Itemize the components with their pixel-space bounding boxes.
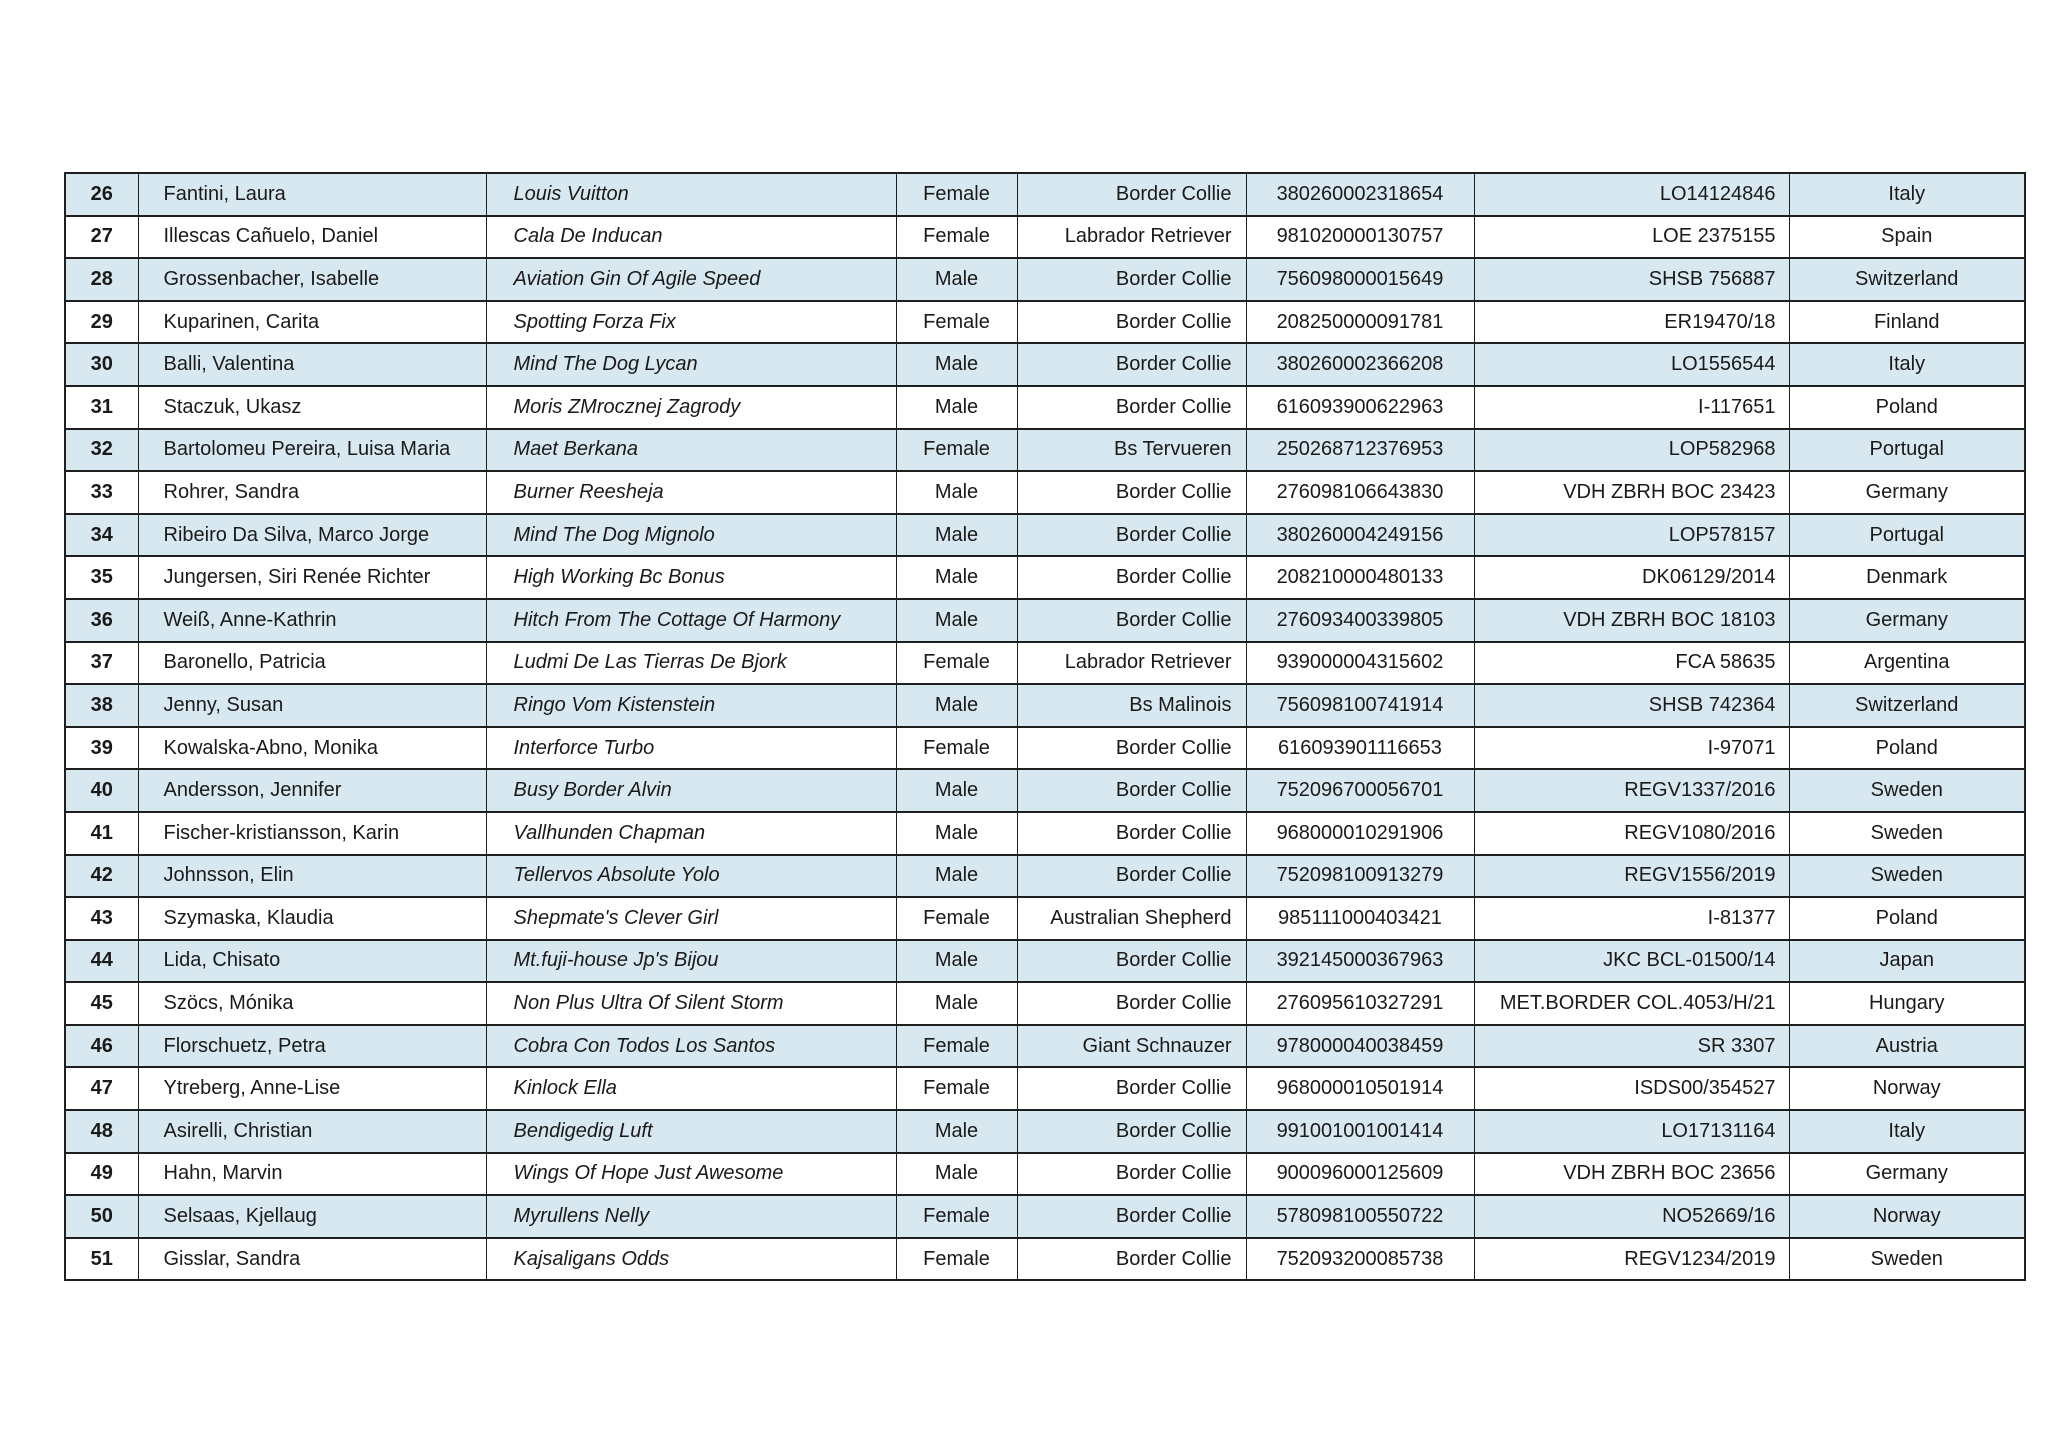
entry-number-cell: 51 (65, 1238, 138, 1281)
table-row (65, 556, 2025, 599)
country-cell: Italy (1789, 173, 2025, 216)
entry-number-cell: 38 (65, 684, 138, 727)
dog-name-cell: Burner Reesheja (486, 471, 896, 514)
sex-cell: Female (896, 727, 1017, 770)
handler-name-cell: Fantini, Laura (138, 173, 486, 216)
sex-cell: Male (896, 684, 1017, 727)
handler-name-cell: Andersson, Jennifer (138, 769, 486, 812)
country-cell: Germany (1789, 1153, 2025, 1196)
table-row (65, 1067, 2025, 1110)
country-cell: Germany (1789, 599, 2025, 642)
breed-cell: Border Collie (1017, 855, 1246, 898)
entry-number-cell: 35 (65, 556, 138, 599)
table-row (65, 343, 2025, 386)
country-cell: Norway (1789, 1067, 2025, 1110)
chip-number-cell: 276098106643830 (1246, 471, 1474, 514)
handler-name-cell: Johnsson, Elin (138, 855, 486, 898)
table-row (65, 386, 2025, 429)
entry-number-cell: 29 (65, 301, 138, 344)
handler-name-cell: Staczuk, Ukasz (138, 386, 486, 429)
dog-name-cell: Mind The Dog Lycan (486, 343, 896, 386)
entry-number-cell: 34 (65, 514, 138, 557)
table-row (65, 301, 2025, 344)
breed-cell: Border Collie (1017, 471, 1246, 514)
chip-number-cell: 616093901116653 (1246, 727, 1474, 770)
sex-cell: Female (896, 1195, 1017, 1238)
breed-cell: Border Collie (1017, 1067, 1246, 1110)
chip-number-cell: 968000010291906 (1246, 812, 1474, 855)
breed-cell: Bs Tervueren (1017, 429, 1246, 472)
chip-number-cell: 616093900622963 (1246, 386, 1474, 429)
breed-cell: Bs Malinois (1017, 684, 1246, 727)
entry-number-cell: 27 (65, 216, 138, 259)
handler-name-cell: Kowalska-Abno, Monika (138, 727, 486, 770)
dog-name-cell: Moris ZMrocznej Zagrody (486, 386, 896, 429)
breed-cell: Border Collie (1017, 812, 1246, 855)
table-row (65, 1195, 2025, 1238)
entry-number-cell: 39 (65, 727, 138, 770)
registration-number-cell: SR 3307 (1474, 1025, 1789, 1068)
breed-cell: Border Collie (1017, 1110, 1246, 1153)
breed-cell: Border Collie (1017, 343, 1246, 386)
breed-cell: Border Collie (1017, 386, 1246, 429)
handler-name-cell: Szöcs, Mónika (138, 982, 486, 1025)
country-cell: Portugal (1789, 514, 2025, 557)
sex-cell: Male (896, 1110, 1017, 1153)
chip-number-cell: 380260002366208 (1246, 343, 1474, 386)
country-cell: Italy (1789, 343, 2025, 386)
breed-cell: Border Collie (1017, 727, 1246, 770)
chip-number-cell: 981020000130757 (1246, 216, 1474, 259)
sex-cell: Female (896, 1025, 1017, 1068)
country-cell: Poland (1789, 386, 2025, 429)
chip-number-cell: 752096700056701 (1246, 769, 1474, 812)
registration-number-cell: I-97071 (1474, 727, 1789, 770)
chip-number-cell: 392145000367963 (1246, 940, 1474, 983)
table-row (65, 258, 2025, 301)
registration-number-cell: LOP578157 (1474, 514, 1789, 557)
table-row (65, 727, 2025, 770)
sex-cell: Female (896, 429, 1017, 472)
handler-name-cell: Florschuetz, Petra (138, 1025, 486, 1068)
dog-name-cell: Aviation Gin Of Agile Speed (486, 258, 896, 301)
chip-number-cell: 978000040038459 (1246, 1025, 1474, 1068)
entry-number-cell: 45 (65, 982, 138, 1025)
entry-number-cell: 48 (65, 1110, 138, 1153)
entry-number-cell: 31 (65, 386, 138, 429)
handler-name-cell: Jungersen, Siri Renée Richter (138, 556, 486, 599)
country-cell: Sweden (1789, 769, 2025, 812)
country-cell: Hungary (1789, 982, 2025, 1025)
table-row (65, 1025, 2025, 1068)
sex-cell: Male (896, 982, 1017, 1025)
handler-name-cell: Selsaas, Kjellaug (138, 1195, 486, 1238)
handler-name-cell: Kuparinen, Carita (138, 301, 486, 344)
dog-name-cell: Interforce Turbo (486, 727, 896, 770)
entry-number-cell: 32 (65, 429, 138, 472)
chip-number-cell: 276093400339805 (1246, 599, 1474, 642)
sex-cell: Male (896, 258, 1017, 301)
country-cell: Denmark (1789, 556, 2025, 599)
table-row (65, 855, 2025, 898)
dog-name-cell: Cobra Con Todos Los Santos (486, 1025, 896, 1068)
table-row (65, 173, 2025, 216)
registration-number-cell: DK06129/2014 (1474, 556, 1789, 599)
handler-name-cell: Illescas Cañuelo, Daniel (138, 216, 486, 259)
registration-number-cell: MET.BORDER COL.4053/H/21 (1474, 982, 1789, 1025)
registration-number-cell: I-81377 (1474, 897, 1789, 940)
dog-name-cell: Kajsaligans Odds (486, 1238, 896, 1281)
chip-number-cell: 968000010501914 (1246, 1067, 1474, 1110)
registration-number-cell: ISDS00/354527 (1474, 1067, 1789, 1110)
registration-number-cell: LOE 2375155 (1474, 216, 1789, 259)
registration-number-cell: SHSB 756887 (1474, 258, 1789, 301)
table-row (65, 514, 2025, 557)
sex-cell: Male (896, 556, 1017, 599)
breed-cell: Border Collie (1017, 940, 1246, 983)
dog-name-cell: Louis Vuitton (486, 173, 896, 216)
dog-name-cell: Bendigedig Luft (486, 1110, 896, 1153)
entry-number-cell: 37 (65, 642, 138, 685)
chip-number-cell: 276095610327291 (1246, 982, 1474, 1025)
breed-cell: Border Collie (1017, 514, 1246, 557)
handler-name-cell: Grossenbacher, Isabelle (138, 258, 486, 301)
breed-cell: Border Collie (1017, 769, 1246, 812)
entry-number-cell: 44 (65, 940, 138, 983)
sex-cell: Male (896, 1153, 1017, 1196)
breed-cell: Border Collie (1017, 556, 1246, 599)
breed-cell: Border Collie (1017, 599, 1246, 642)
dog-name-cell: Busy Border Alvin (486, 769, 896, 812)
chip-number-cell: 208250000091781 (1246, 301, 1474, 344)
breed-cell: Border Collie (1017, 1238, 1246, 1281)
breed-cell: Border Collie (1017, 301, 1246, 344)
dog-name-cell: Mind The Dog Mignolo (486, 514, 896, 557)
breed-cell: Border Collie (1017, 1195, 1246, 1238)
registration-number-cell: VDH ZBRH BOC 23423 (1474, 471, 1789, 514)
entry-number-cell: 50 (65, 1195, 138, 1238)
registration-number-cell: REGV1234/2019 (1474, 1238, 1789, 1281)
dog-name-cell: Ludmi De Las Tierras De Bjork (486, 642, 896, 685)
entry-number-cell: 33 (65, 471, 138, 514)
table-row (65, 1153, 2025, 1196)
registration-number-cell: REGV1556/2019 (1474, 855, 1789, 898)
handler-name-cell: Bartolomeu Pereira, Luisa Maria (138, 429, 486, 472)
table-row (65, 684, 2025, 727)
country-cell: Sweden (1789, 855, 2025, 898)
sex-cell: Female (896, 642, 1017, 685)
chip-number-cell: 380260004249156 (1246, 514, 1474, 557)
handler-name-cell: Szymaska, Klaudia (138, 897, 486, 940)
dog-name-cell: Cala De Inducan (486, 216, 896, 259)
chip-number-cell: 380260002318654 (1246, 173, 1474, 216)
registration-number-cell: ER19470/18 (1474, 301, 1789, 344)
country-cell: Sweden (1789, 812, 2025, 855)
sex-cell: Male (896, 386, 1017, 429)
entry-number-cell: 28 (65, 258, 138, 301)
sex-cell: Male (896, 343, 1017, 386)
sex-cell: Male (896, 812, 1017, 855)
handler-name-cell: Rohrer, Sandra (138, 471, 486, 514)
dog-name-cell: Kinlock Ella (486, 1067, 896, 1110)
table-row (65, 897, 2025, 940)
sex-cell: Female (896, 1067, 1017, 1110)
entry-number-cell: 46 (65, 1025, 138, 1068)
sex-cell: Male (896, 769, 1017, 812)
chip-number-cell: 991001001001414 (1246, 1110, 1474, 1153)
breed-cell: Border Collie (1017, 258, 1246, 301)
handler-name-cell: Asirelli, Christian (138, 1110, 486, 1153)
entry-table-body (65, 173, 2025, 1280)
dog-name-cell: Non Plus Ultra Of Silent Storm (486, 982, 896, 1025)
country-cell: Portugal (1789, 429, 2025, 472)
entry-number-cell: 26 (65, 173, 138, 216)
handler-name-cell: Jenny, Susan (138, 684, 486, 727)
breed-cell: Labrador Retriever (1017, 216, 1246, 259)
registration-number-cell: REGV1337/2016 (1474, 769, 1789, 812)
chip-number-cell: 756098100741914 (1246, 684, 1474, 727)
handler-name-cell: Ribeiro Da Silva, Marco Jorge (138, 514, 486, 557)
handler-name-cell: Hahn, Marvin (138, 1153, 486, 1196)
registration-number-cell: SHSB 742364 (1474, 684, 1789, 727)
country-cell: Switzerland (1789, 684, 2025, 727)
entry-number-cell: 42 (65, 855, 138, 898)
registration-number-cell: NO52669/16 (1474, 1195, 1789, 1238)
dog-name-cell: Shepmate's Clever Girl (486, 897, 896, 940)
sex-cell: Female (896, 301, 1017, 344)
registration-number-cell: LOP582968 (1474, 429, 1789, 472)
breed-cell: Australian Shepherd (1017, 897, 1246, 940)
sex-cell: Male (896, 855, 1017, 898)
dog-name-cell: Tellervos Absolute Yolo (486, 855, 896, 898)
sex-cell: Female (896, 173, 1017, 216)
registration-number-cell: LO14124846 (1474, 173, 1789, 216)
chip-number-cell: 250268712376953 (1246, 429, 1474, 472)
handler-name-cell: Weiß, Anne-Kathrin (138, 599, 486, 642)
registration-number-cell: LO17131164 (1474, 1110, 1789, 1153)
entry-number-cell: 36 (65, 599, 138, 642)
country-cell: Spain (1789, 216, 2025, 259)
entry-number-cell: 47 (65, 1067, 138, 1110)
dog-name-cell: High Working Bc Bonus (486, 556, 896, 599)
dog-name-cell: Spotting Forza Fix (486, 301, 896, 344)
dog-name-cell: Hitch From The Cottage Of Harmony (486, 599, 896, 642)
registration-number-cell: FCA 58635 (1474, 642, 1789, 685)
country-cell: Norway (1789, 1195, 2025, 1238)
table-row (65, 216, 2025, 259)
sex-cell: Female (896, 1238, 1017, 1281)
handler-name-cell: Gisslar, Sandra (138, 1238, 486, 1281)
sex-cell: Female (896, 216, 1017, 259)
table-row (65, 1110, 2025, 1153)
country-cell: Poland (1789, 897, 2025, 940)
chip-number-cell: 752098100913279 (1246, 855, 1474, 898)
country-cell: Austria (1789, 1025, 2025, 1068)
registration-number-cell: VDH ZBRH BOC 23656 (1474, 1153, 1789, 1196)
country-cell: Poland (1789, 727, 2025, 770)
country-cell: Sweden (1789, 1238, 2025, 1281)
sex-cell: Male (896, 471, 1017, 514)
table-row (65, 769, 2025, 812)
dog-name-cell: Vallhunden Chapman (486, 812, 896, 855)
chip-number-cell: 752093200085738 (1246, 1238, 1474, 1281)
table-row (65, 982, 2025, 1025)
registration-number-cell: LO1556544 (1474, 343, 1789, 386)
table-row (65, 940, 2025, 983)
entry-number-cell: 41 (65, 812, 138, 855)
breed-cell: Border Collie (1017, 173, 1246, 216)
country-cell: Argentina (1789, 642, 2025, 685)
breed-cell: Border Collie (1017, 1153, 1246, 1196)
country-cell: Italy (1789, 1110, 2025, 1153)
table-row (65, 642, 2025, 685)
chip-number-cell: 900096000125609 (1246, 1153, 1474, 1196)
chip-number-cell: 208210000480133 (1246, 556, 1474, 599)
handler-name-cell: Ytreberg, Anne-Lise (138, 1067, 486, 1110)
sex-cell: Female (896, 897, 1017, 940)
chip-number-cell: 985111000403421 (1246, 897, 1474, 940)
country-cell: Japan (1789, 940, 2025, 983)
country-cell: Finland (1789, 301, 2025, 344)
dog-name-cell: Myrullens Nelly (486, 1195, 896, 1238)
dog-name-cell: Ringo Vom Kistenstein (486, 684, 896, 727)
table-row (65, 812, 2025, 855)
handler-name-cell: Baronello, Patricia (138, 642, 486, 685)
table-row (65, 599, 2025, 642)
chip-number-cell: 756098000015649 (1246, 258, 1474, 301)
entry-number-cell: 30 (65, 343, 138, 386)
table-row (65, 1238, 2025, 1281)
chip-number-cell: 578098100550722 (1246, 1195, 1474, 1238)
entry-number-cell: 43 (65, 897, 138, 940)
dog-name-cell: Wings Of Hope Just Awesome (486, 1153, 896, 1196)
registration-number-cell: REGV1080/2016 (1474, 812, 1789, 855)
handler-name-cell: Lida, Chisato (138, 940, 486, 983)
registration-number-cell: JKC BCL-01500/14 (1474, 940, 1789, 983)
table-row (65, 471, 2025, 514)
entry-list-table (64, 172, 2026, 1281)
entry-number-cell: 40 (65, 769, 138, 812)
handler-name-cell: Balli, Valentina (138, 343, 486, 386)
table-row (65, 429, 2025, 472)
sex-cell: Male (896, 599, 1017, 642)
sex-cell: Male (896, 514, 1017, 557)
country-cell: Germany (1789, 471, 2025, 514)
handler-name-cell: Fischer-kristiansson, Karin (138, 812, 486, 855)
dog-name-cell: Maet Berkana (486, 429, 896, 472)
breed-cell: Giant Schnauzer (1017, 1025, 1246, 1068)
country-cell: Switzerland (1789, 258, 2025, 301)
registration-number-cell: I-117651 (1474, 386, 1789, 429)
breed-cell: Border Collie (1017, 982, 1246, 1025)
chip-number-cell: 939000004315602 (1246, 642, 1474, 685)
registration-number-cell: VDH ZBRH BOC 18103 (1474, 599, 1789, 642)
sex-cell: Male (896, 940, 1017, 983)
dog-name-cell: Mt.fuji-house Jp's Bijou (486, 940, 896, 983)
entry-number-cell: 49 (65, 1153, 138, 1196)
breed-cell: Labrador Retriever (1017, 642, 1246, 685)
